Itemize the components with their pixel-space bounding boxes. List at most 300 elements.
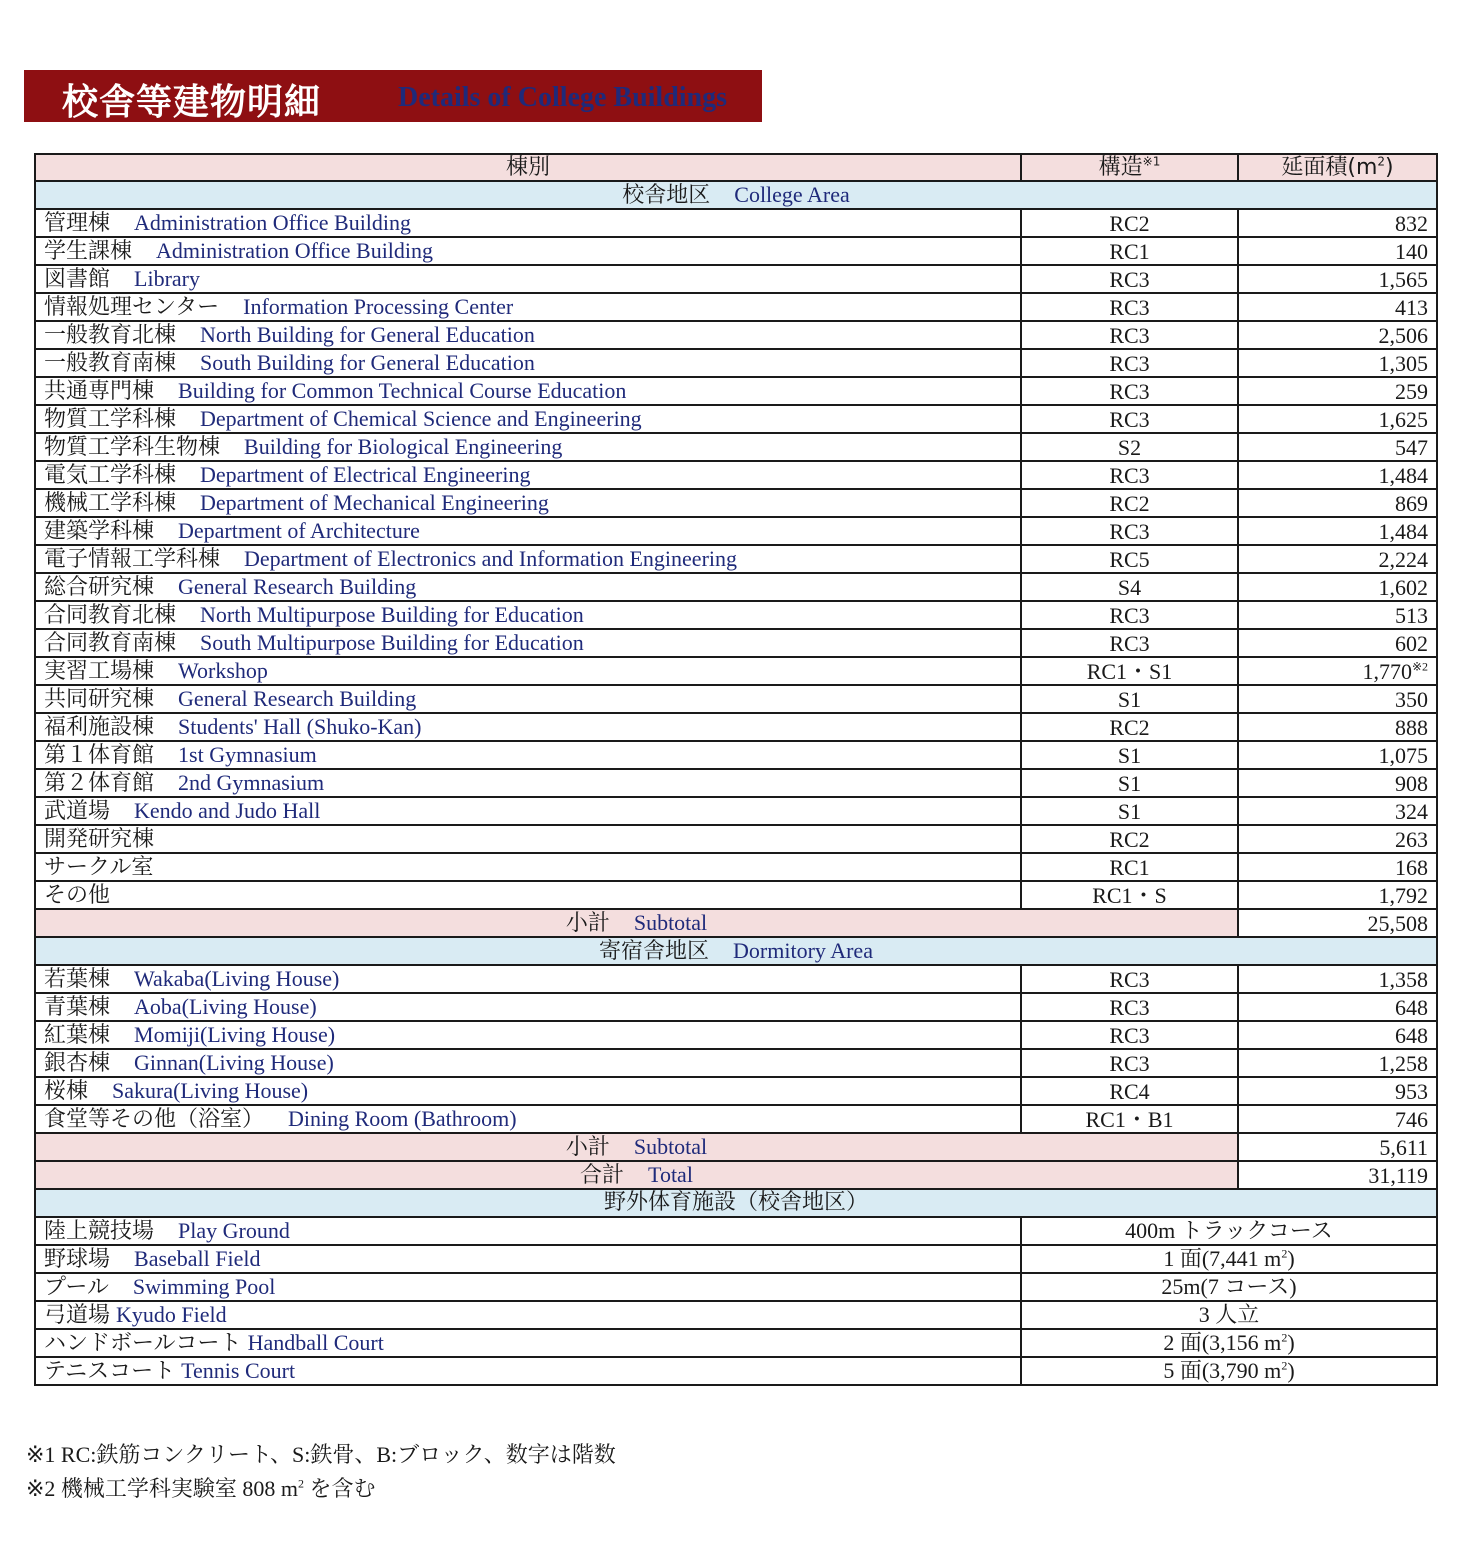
building-name-jp: 総合研究棟 (44, 575, 155, 601)
building-name-jp: 学生課棟 (44, 239, 133, 265)
building-name-cell (35, 573, 1021, 601)
area-value: 263 (1395, 826, 1428, 852)
area-value: 888 (1395, 714, 1428, 740)
structure-cell: RC1 (1021, 853, 1238, 881)
facility-value-cell (1021, 1329, 1437, 1357)
building-name-jp: 銀杏棟 (44, 1051, 111, 1077)
area-cell (1238, 461, 1437, 489)
area-cell (1238, 265, 1437, 293)
building-name-jp: 共通専門棟 (44, 379, 155, 405)
building-name-jp: 物質工学科棟 (44, 407, 177, 433)
building-name-en: Administration Office Building (156, 238, 434, 264)
area-cell (1238, 657, 1437, 685)
facility-value: 25m(7 コース) (1161, 1274, 1297, 1300)
area-cell (1238, 601, 1437, 629)
dorm-subtotal-row (35, 1133, 1437, 1161)
building-name-en: Library (134, 266, 200, 292)
college-subtotal-row (35, 909, 1437, 937)
area-value: 324 (1395, 798, 1428, 824)
building-name-jp: 合同教育南棟 (44, 631, 177, 657)
facility-value-cell (1021, 1245, 1437, 1273)
area-cell (1238, 293, 1437, 321)
dorm-subtotal-row-jp: 小計 (565, 1135, 610, 1161)
structure-cell: RC3 (1021, 321, 1238, 349)
facility-name-en: Baseball Field (134, 1245, 261, 1271)
table-row (35, 825, 1437, 853)
building-name-en: Department of Electronics and Information Engineering (244, 546, 738, 572)
area-cell (1238, 545, 1437, 573)
footnote-2-text: ※2 機械工学科実験室 808 m (26, 1476, 299, 1501)
building-name-en: 1st Gymnasium (178, 742, 317, 768)
building-name-cell (35, 377, 1021, 405)
building-name-cell (35, 1049, 1021, 1077)
building-name-cell (35, 713, 1021, 741)
structure-cell: RC3 (1021, 461, 1238, 489)
facility-name-cell (35, 1273, 1021, 1301)
header-area-sup: 2 (1377, 154, 1386, 169)
building-name-en: South Building for General Education (200, 350, 535, 376)
area-note: ※2 (1411, 659, 1428, 674)
area-value: 648 (1395, 1022, 1428, 1048)
area-value: 1,484 (1378, 462, 1428, 488)
facility-value-cell (1021, 1217, 1437, 1245)
area-cell (1238, 237, 1437, 265)
table-row (35, 1357, 1437, 1385)
table-row (35, 405, 1437, 433)
building-name-cell (35, 433, 1021, 461)
building-name-en: South Multipurpose Building for Education (200, 630, 584, 656)
table-row (35, 993, 1437, 1021)
structure-cell: S1 (1021, 797, 1238, 825)
area-value: 746 (1395, 1106, 1428, 1132)
structure-cell: RC3 (1021, 1049, 1238, 1077)
building-name-jp: 共同研究棟 (44, 687, 155, 713)
header-area (1238, 154, 1437, 181)
area-value: 953 (1395, 1078, 1428, 1104)
structure-cell: RC2 (1021, 713, 1238, 741)
facility-value-sup: 2 (1281, 1330, 1288, 1345)
structure-cell: RC3 (1021, 993, 1238, 1021)
area-value: 2,506 (1378, 322, 1428, 348)
table-row (35, 741, 1437, 769)
table-row (35, 489, 1437, 517)
area-cell (1238, 349, 1437, 377)
structure-cell: RC3 (1021, 1021, 1238, 1049)
area-cell (1238, 825, 1437, 853)
building-name-cell (35, 545, 1021, 573)
area-cell (1238, 993, 1437, 1021)
building-name-cell (35, 321, 1021, 349)
building-name-jp: 情報処理センター (44, 295, 220, 321)
footnote-1: ※1 RC:鉄筋コンクリート、S:鉄骨、B:ブロック、数字は階数 (26, 1442, 616, 1467)
structure-cell: RC3 (1021, 377, 1238, 405)
facility-value: 1 面(7,441 m (1163, 1246, 1282, 1272)
building-name-cell (35, 797, 1021, 825)
building-name-cell (35, 265, 1021, 293)
buildings-table (34, 153, 1438, 1386)
table-row (35, 377, 1437, 405)
facility-name-jp: テニスコート (44, 1358, 176, 1384)
dormitory-area-heading (35, 937, 1437, 965)
area-cell (1238, 741, 1437, 769)
building-name-jp: 建築学科棟 (44, 519, 155, 545)
table-row (35, 657, 1437, 685)
table-row (35, 965, 1437, 993)
area-cell (1238, 209, 1437, 237)
dormitory-area-heading-jp: 寄宿舎地区 (599, 939, 710, 965)
area-cell (1238, 629, 1437, 657)
table-row (35, 1049, 1437, 1077)
area-value: 869 (1395, 490, 1428, 516)
structure-cell: RC5 (1021, 545, 1238, 573)
college-subtotal-row-value: 25,508 (1238, 909, 1437, 937)
building-name-cell (35, 993, 1021, 1021)
title-jp: 校舎等建物明細 (62, 82, 322, 123)
structure-cell: S4 (1021, 573, 1238, 601)
footnote-2 (26, 1472, 616, 1506)
table-row (35, 685, 1437, 713)
structure-cell: RC3 (1021, 517, 1238, 545)
area-cell (1238, 881, 1437, 909)
dormitory-area-heading-en: Dormitory Area (733, 938, 873, 964)
facility-name-cell (35, 1301, 1021, 1329)
building-name-cell (35, 1105, 1021, 1133)
facility-name-cell (35, 1217, 1021, 1245)
building-name-jp: 第１体育館 (44, 743, 155, 769)
facility-value-cell (1021, 1273, 1437, 1301)
facility-value-cell (1021, 1357, 1437, 1385)
building-name-jp: 青葉棟 (44, 995, 111, 1021)
area-value: 1,484 (1378, 518, 1428, 544)
building-name-jp: 一般教育南棟 (44, 351, 177, 377)
table-row (35, 797, 1437, 825)
table-row (35, 349, 1437, 377)
area-value: 1,625 (1378, 406, 1428, 432)
facility-value-end: ) (1287, 1330, 1295, 1356)
area-value: 908 (1395, 770, 1428, 796)
area-cell (1238, 1021, 1437, 1049)
area-cell (1238, 1105, 1437, 1133)
building-name-en: Wakaba(Living House) (134, 966, 340, 992)
building-name-cell (35, 293, 1021, 321)
table-row (35, 1217, 1437, 1245)
building-name-cell (35, 853, 1021, 881)
area-value: 1,792 (1378, 882, 1428, 908)
building-name-cell (35, 1077, 1021, 1105)
building-name-cell (35, 461, 1021, 489)
table-row (35, 601, 1437, 629)
table-row (35, 545, 1437, 573)
footnote-2-sup: 2 (298, 1476, 305, 1491)
building-name-en: Momiji(Living House) (134, 1022, 336, 1048)
building-name-jp: 合同教育北棟 (44, 603, 177, 629)
building-name-jp: 機械工学科棟 (44, 491, 177, 517)
area-value: 1,770 (1362, 658, 1412, 684)
building-name-jp: 管理棟 (44, 211, 111, 237)
building-name-en: Workshop (178, 658, 268, 684)
area-value: 1,358 (1378, 966, 1428, 992)
facility-value-end: ) (1287, 1246, 1295, 1272)
structure-cell: RC3 (1021, 349, 1238, 377)
area-value: 140 (1395, 238, 1428, 264)
building-name-jp: 食堂等その他（浴室） (44, 1107, 265, 1133)
college-subtotal-row-label (35, 909, 1238, 937)
table-row (35, 293, 1437, 321)
facility-value-cell (1021, 1301, 1437, 1329)
table-row (35, 881, 1437, 909)
area-cell (1238, 573, 1437, 601)
structure-cell: RC3 (1021, 965, 1238, 993)
header-area-label: 延面積(m (1281, 155, 1378, 181)
table-row (35, 209, 1437, 237)
facility-name-en: Kyudo Field (116, 1301, 227, 1327)
facility-name-cell (35, 1245, 1021, 1273)
facility-name-jp: 野球場 (44, 1246, 111, 1272)
building-name-cell (35, 685, 1021, 713)
structure-cell: RC4 (1021, 1077, 1238, 1105)
building-name-en: Building for Biological Engineering (244, 434, 563, 460)
building-name-cell (35, 237, 1021, 265)
table-header-row (35, 154, 1437, 181)
facility-value-sup: 2 (1281, 1358, 1288, 1373)
area-value: 168 (1395, 854, 1428, 880)
structure-cell: S2 (1021, 433, 1238, 461)
building-name-en: Sakura(Living House) (112, 1078, 309, 1104)
table-row (35, 1245, 1437, 1273)
facility-value-end: ) (1287, 1358, 1295, 1384)
facility-value: 3 人立 (1198, 1302, 1260, 1328)
building-name-jp: 図書館 (44, 267, 111, 293)
building-name-cell (35, 825, 1021, 853)
building-name-en: North Multipurpose Building for Education (200, 602, 584, 628)
header-building (35, 154, 1021, 181)
area-cell (1238, 405, 1437, 433)
building-name-en: Dining Room (Bathroom) (288, 1106, 517, 1132)
structure-cell: RC3 (1021, 629, 1238, 657)
building-name-cell (35, 517, 1021, 545)
structure-cell: RC1・S1 (1021, 657, 1238, 685)
building-name-cell (35, 405, 1021, 433)
area-value: 648 (1395, 994, 1428, 1020)
total-row (35, 1161, 1437, 1189)
building-name-en: Building for Common Technical Course Education (178, 378, 627, 404)
dorm-subtotal-row-value: 5,611 (1238, 1133, 1437, 1161)
structure-cell: RC1・S (1021, 881, 1238, 909)
header-structure-label: 構造 (1098, 155, 1143, 181)
structure-cell: RC2 (1021, 209, 1238, 237)
table-row (35, 265, 1437, 293)
table-row (35, 237, 1437, 265)
facility-name-jp: ハンドボールコート (44, 1330, 242, 1356)
area-value: 2,224 (1378, 546, 1428, 572)
total-row-label (35, 1161, 1238, 1189)
building-name-jp: 第２体育館 (44, 771, 155, 797)
building-name-cell (35, 1021, 1021, 1049)
building-name-jp: 実習工場棟 (44, 659, 155, 685)
facility-name-jp: 陸上競技場 (44, 1218, 155, 1244)
facility-value: 5 面(3,790 m (1163, 1358, 1282, 1384)
table-row (35, 1329, 1437, 1357)
building-name-jp: 物質工学科生物棟 (44, 435, 221, 461)
table-row (35, 1105, 1437, 1133)
building-name-cell (35, 881, 1021, 909)
table-row (35, 433, 1437, 461)
outdoor-facilities-heading-jp: 野外体育施設（校舎地区） (603, 1190, 868, 1216)
building-name-jp: 電気工学科棟 (44, 463, 177, 489)
building-name-cell (35, 209, 1021, 237)
area-cell (1238, 321, 1437, 349)
structure-cell: S1 (1021, 769, 1238, 797)
building-name-en: Information Processing Center (243, 294, 514, 320)
title-en: Details of College Buildings (398, 82, 728, 113)
area-value: 1,305 (1378, 350, 1428, 376)
total-row-value: 31,119 (1238, 1161, 1437, 1189)
area-value: 259 (1395, 378, 1428, 404)
facility-name-en: Play Ground (178, 1217, 290, 1243)
table-row (35, 321, 1437, 349)
header-structure (1021, 154, 1238, 181)
area-cell (1238, 1077, 1437, 1105)
table-row (35, 573, 1437, 601)
facility-value: 400m トラックコース (1125, 1218, 1333, 1244)
area-value: 413 (1395, 294, 1428, 320)
building-name-cell (35, 601, 1021, 629)
building-name-en: North Building for General Education (200, 322, 535, 348)
facility-name-cell (35, 1329, 1021, 1357)
building-name-en: Department of Electrical Engineering (200, 462, 531, 488)
area-cell (1238, 713, 1437, 741)
building-name-cell (35, 629, 1021, 657)
structure-cell: RC1・B1 (1021, 1105, 1238, 1133)
building-name-cell (35, 769, 1021, 797)
college-subtotal-row-en: Subtotal (633, 910, 708, 936)
table-row (35, 769, 1437, 797)
building-name-cell (35, 965, 1021, 993)
college-area-heading-en: College Area (734, 182, 850, 208)
facility-name-jp: プール (44, 1274, 109, 1300)
area-cell (1238, 517, 1437, 545)
college-area-heading-cell (35, 181, 1437, 209)
facility-name-en: Tennis Court (181, 1357, 296, 1383)
area-value: 547 (1395, 434, 1428, 460)
building-name-en: Department of Architecture (178, 518, 420, 544)
facility-name-en: Handball Court (247, 1329, 384, 1355)
building-name-en: Kendo and Judo Hall (134, 798, 321, 824)
outdoor-facilities-heading-cell (35, 1189, 1437, 1216)
area-cell (1238, 433, 1437, 461)
structure-cell: RC2 (1021, 825, 1238, 853)
area-value: 602 (1395, 630, 1428, 656)
area-value: 513 (1395, 602, 1428, 628)
area-cell (1238, 769, 1437, 797)
area-value: 1,565 (1378, 266, 1428, 292)
table-row (35, 853, 1437, 881)
facility-name-jp: 弓道場 (44, 1302, 111, 1328)
college-subtotal-row-jp: 小計 (565, 911, 610, 937)
building-name-cell (35, 741, 1021, 769)
building-name-jp: 一般教育北棟 (44, 323, 177, 349)
building-name-en: Department of Chemical Science and Engineering (200, 406, 642, 432)
area-cell (1238, 965, 1437, 993)
header-area-end: ) (1385, 155, 1394, 181)
building-name-jp: 開発研究棟 (44, 827, 155, 853)
building-name-jp: 紅葉棟 (44, 1023, 111, 1049)
building-name-cell (35, 657, 1021, 685)
footnote-2-end: を含む (304, 1476, 376, 1501)
dorm-subtotal-row-en: Subtotal (633, 1134, 708, 1160)
area-cell (1238, 685, 1437, 713)
area-cell (1238, 853, 1437, 881)
building-name-cell (35, 349, 1021, 377)
area-cell (1238, 377, 1437, 405)
college-area-heading-jp: 校舎地区 (622, 183, 711, 209)
college-area-heading (35, 181, 1437, 209)
building-name-jp: サークル室 (44, 855, 154, 881)
building-name-en: Aoba(Living House) (134, 994, 317, 1020)
structure-cell: RC3 (1021, 293, 1238, 321)
area-value: 832 (1395, 210, 1428, 236)
total-row-en: Total (648, 1162, 693, 1188)
structure-cell: S1 (1021, 741, 1238, 769)
building-name-en: General Research Building (178, 574, 417, 600)
dorm-subtotal-row-label (35, 1133, 1238, 1161)
building-name-en: Ginnan(Living House) (134, 1050, 334, 1076)
table-row (35, 1301, 1437, 1329)
title-banner (24, 70, 762, 122)
table-row (35, 713, 1437, 741)
area-cell (1238, 1049, 1437, 1077)
dormitory-area-heading-cell (35, 937, 1437, 965)
building-name-en: Administration Office Building (134, 210, 412, 236)
facility-name-en: Swimming Pool (132, 1273, 276, 1299)
building-name-jp: 桜棟 (44, 1079, 89, 1105)
table-row (35, 461, 1437, 489)
building-name-cell (35, 489, 1021, 517)
structure-cell: S1 (1021, 685, 1238, 713)
area-value: 1,075 (1378, 742, 1428, 768)
area-cell (1238, 797, 1437, 825)
total-row-jp: 合計 (580, 1163, 625, 1189)
building-name-jp: その他 (44, 883, 111, 909)
building-name-en: Department of Mechanical Engineering (200, 490, 549, 516)
structure-cell: RC3 (1021, 265, 1238, 293)
building-name-jp: 福利施設棟 (44, 715, 155, 741)
header-structure-note: ※1 (1142, 154, 1161, 169)
area-value: 1,602 (1378, 574, 1428, 600)
structure-cell: RC1 (1021, 237, 1238, 265)
table-row (35, 1077, 1437, 1105)
table-row (35, 517, 1437, 545)
structure-cell: RC2 (1021, 489, 1238, 517)
building-name-en: General Research Building (178, 686, 417, 712)
table-row (35, 629, 1437, 657)
area-cell (1238, 489, 1437, 517)
building-name-en: 2nd Gymnasium (178, 770, 325, 796)
facility-value-sup: 2 (1281, 1246, 1288, 1261)
footnotes (26, 1438, 616, 1506)
area-value: 350 (1395, 686, 1428, 712)
header-building-label: 棟別 (505, 155, 550, 181)
area-value: 1,258 (1378, 1050, 1428, 1076)
outdoor-facilities-heading (35, 1189, 1437, 1216)
structure-cell: RC3 (1021, 601, 1238, 629)
table-row (35, 1021, 1437, 1049)
building-name-jp: 若葉棟 (44, 967, 111, 993)
facility-value: 2 面(3,156 m (1163, 1330, 1282, 1356)
table-row (35, 1273, 1437, 1301)
building-name-jp: 武道場 (44, 799, 111, 825)
building-name-en: Students' Hall (Shuko-Kan) (178, 714, 422, 740)
